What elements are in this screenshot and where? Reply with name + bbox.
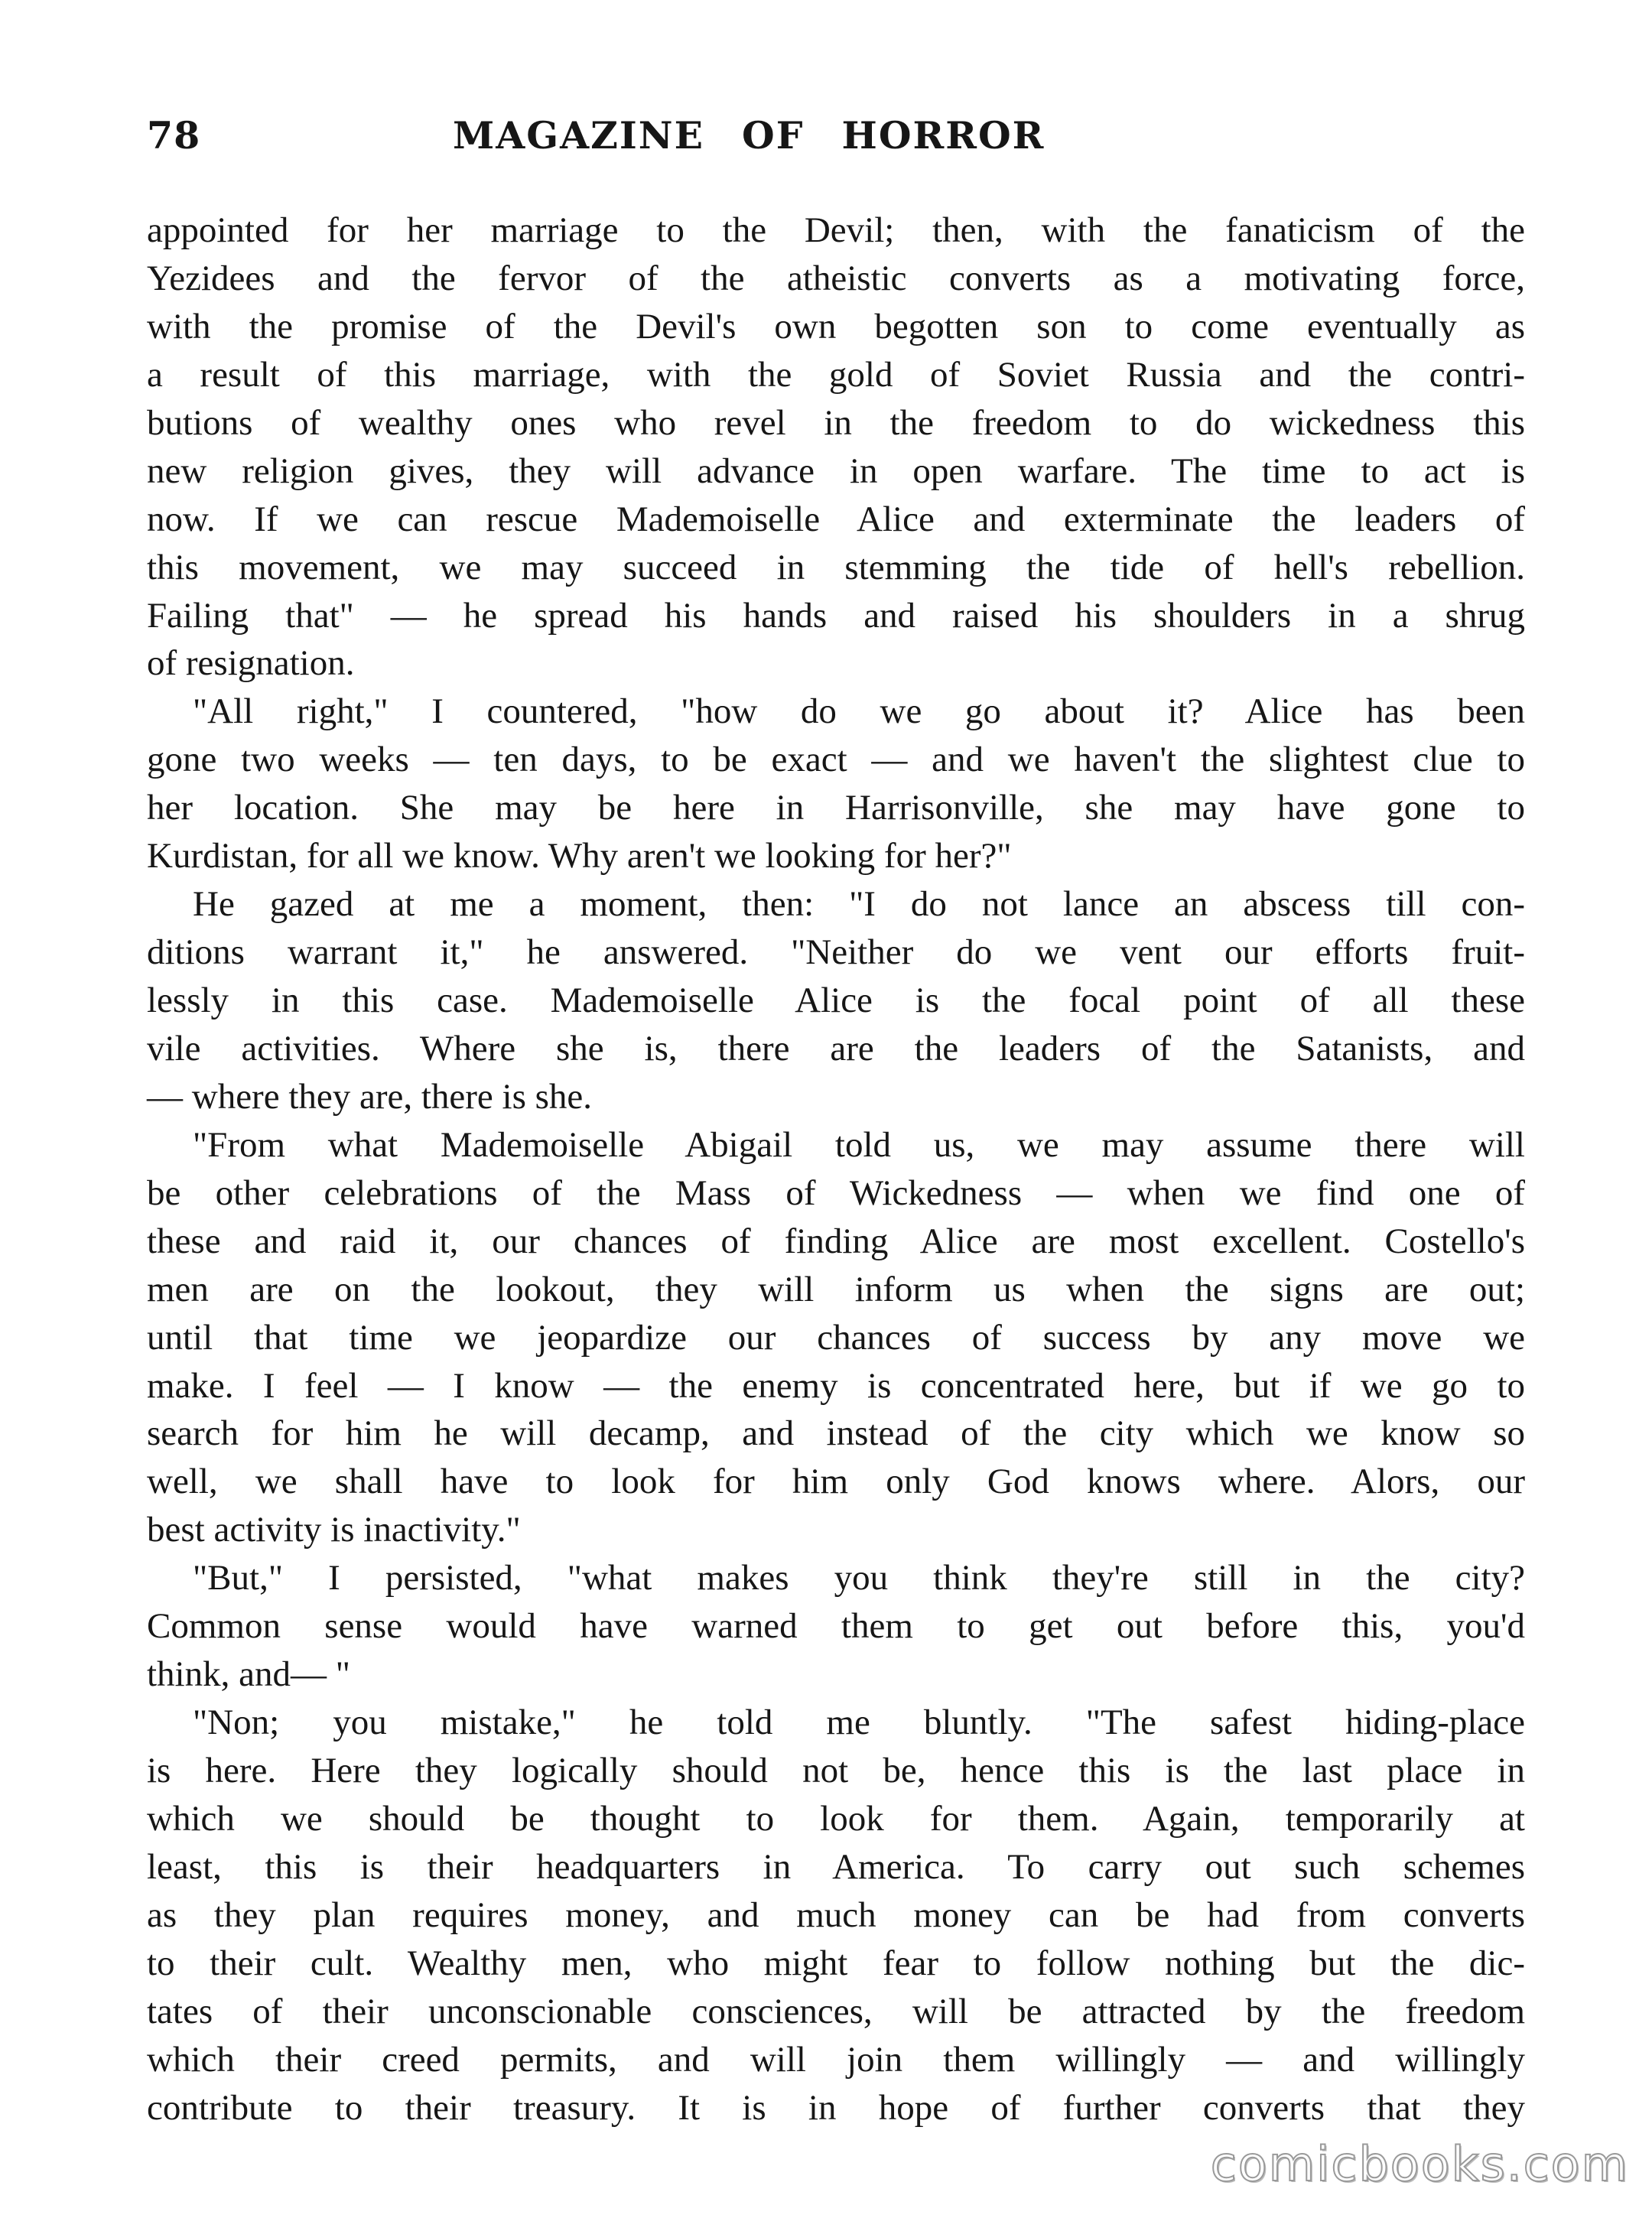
text-line: of resignation. <box>147 643 355 684</box>
text-line: new religion gives, they will advance in open warfare. The time to act is <box>147 450 1525 491</box>
text-line: is here. Here they logically should not be, hence this is the last place in <box>147 1751 1525 1790</box>
text-line: to their cult. Wealthy men, who might fear to follow nothing but the dic- <box>147 1943 1525 1983</box>
text-line: men are on the lookout, they will inform us when the signs are out; <box>147 1269 1525 1309</box>
text-line: tates of their unconscionable consciences, will be attracted by the freedom <box>147 1991 1525 2031</box>
text-line: He gazed at me a moment, then: "I do not lance an abscess till con- <box>193 884 1525 925</box>
text-line: Failing that" — he spread his hands and raised his shoulders in a shrug <box>147 595 1525 636</box>
text-line: best activity is inactivity." <box>147 1510 521 1550</box>
text-line: make. I feel — I know — the enemy is concentrated here, but if we go to <box>147 1365 1525 1406</box>
text-line: "From what Mademoiselle Abigail told us, we may assume there will <box>193 1124 1525 1165</box>
text-line: vile activities. Where she is, there are the leaders of the Satanists, and <box>147 1028 1525 1068</box>
text-line: a result of this marriage, with the gold of Soviet Russia and the contri- <box>147 354 1525 395</box>
text-line: Yezidees and the fervor of the atheistic converts as a motivating force, <box>147 258 1525 298</box>
text-line: which we should be thought to look for them. Again, temporarily at <box>147 1798 1525 1839</box>
text-line: least, this is their headquarters in America. To carry out such schemes <box>147 1846 1525 1887</box>
text-line: think, and— " <box>147 1654 350 1695</box>
text-line: Kurdistan, for all we know. Why aren't we looking for her?" <box>147 836 1012 876</box>
text-line: contribute to their treasury. It is in hope of further converts that they <box>147 2087 1525 2128</box>
page-header <box>147 113 1516 174</box>
text-line: her location. She may be here in Harrisonville, she may have gone to <box>147 788 1525 828</box>
text-line: ditions warrant it," he answered. "Neither do we vent our efforts fruit- <box>147 932 1525 973</box>
text-line: Common sense would have warned them to get out before this, you'd <box>147 1606 1525 1647</box>
text-line: butions of wealthy ones who revel in the freedom to do wickedness this <box>147 402 1525 443</box>
text-line: now. If we can rescue Mademoiselle Alice and exterminate the leaders of <box>147 499 1525 539</box>
text-line: search for him he will decamp, and instead of the city which we know so <box>147 1413 1525 1454</box>
page-number: 78 <box>147 113 201 158</box>
text-line: lessly in this case. Mademoiselle Alice is the focal point of all these <box>147 981 1525 1020</box>
text-line: — where they are, there is she. <box>147 1076 593 1117</box>
text-line: "Non; you mistake," he told me bluntly. "The safest hiding-place <box>193 1703 1525 1743</box>
text-line: this movement, we may succeed in stemming the tide of hell's rebellion. <box>147 547 1525 587</box>
text-line: which their creed permits, and will join them willingly — and willingly <box>147 2039 1525 2080</box>
text-line: appointed for her marriage to the Devil; then, with the fanaticism of the <box>147 210 1525 250</box>
text-line: with the promise of the Devil's own begotten son to come eventually as <box>147 306 1525 346</box>
text-line: well, we shall have to look for him only God knows where. Alors, our <box>147 1462 1525 1502</box>
running-title: MAGAZINE OF HORROR <box>453 113 1046 158</box>
text-line: "All right," I countered, "how do we go about it? Alice has been <box>193 691 1525 732</box>
text-line: until that time we jeopardize our chances of success by any move we <box>147 1317 1525 1358</box>
text-line: as they plan requires money, and much money can be had from converts <box>147 1894 1525 1935</box>
text-line: "But," I persisted, "what makes you think they're still in the city? <box>193 1558 1525 1598</box>
body-text <box>147 207 1525 2132</box>
text-line: be other celebrations of the Mass of Wickedness — when we find one of <box>147 1172 1525 1213</box>
text-line: gone two weeks — ten days, to be exact — and we haven't the slightest clue to <box>147 740 1525 780</box>
text-line: these and raid it, our chances of finding Alice are most excellent. Costello's <box>147 1221 1525 1261</box>
watermark: comicbooks.com <box>1210 2136 1629 2192</box>
